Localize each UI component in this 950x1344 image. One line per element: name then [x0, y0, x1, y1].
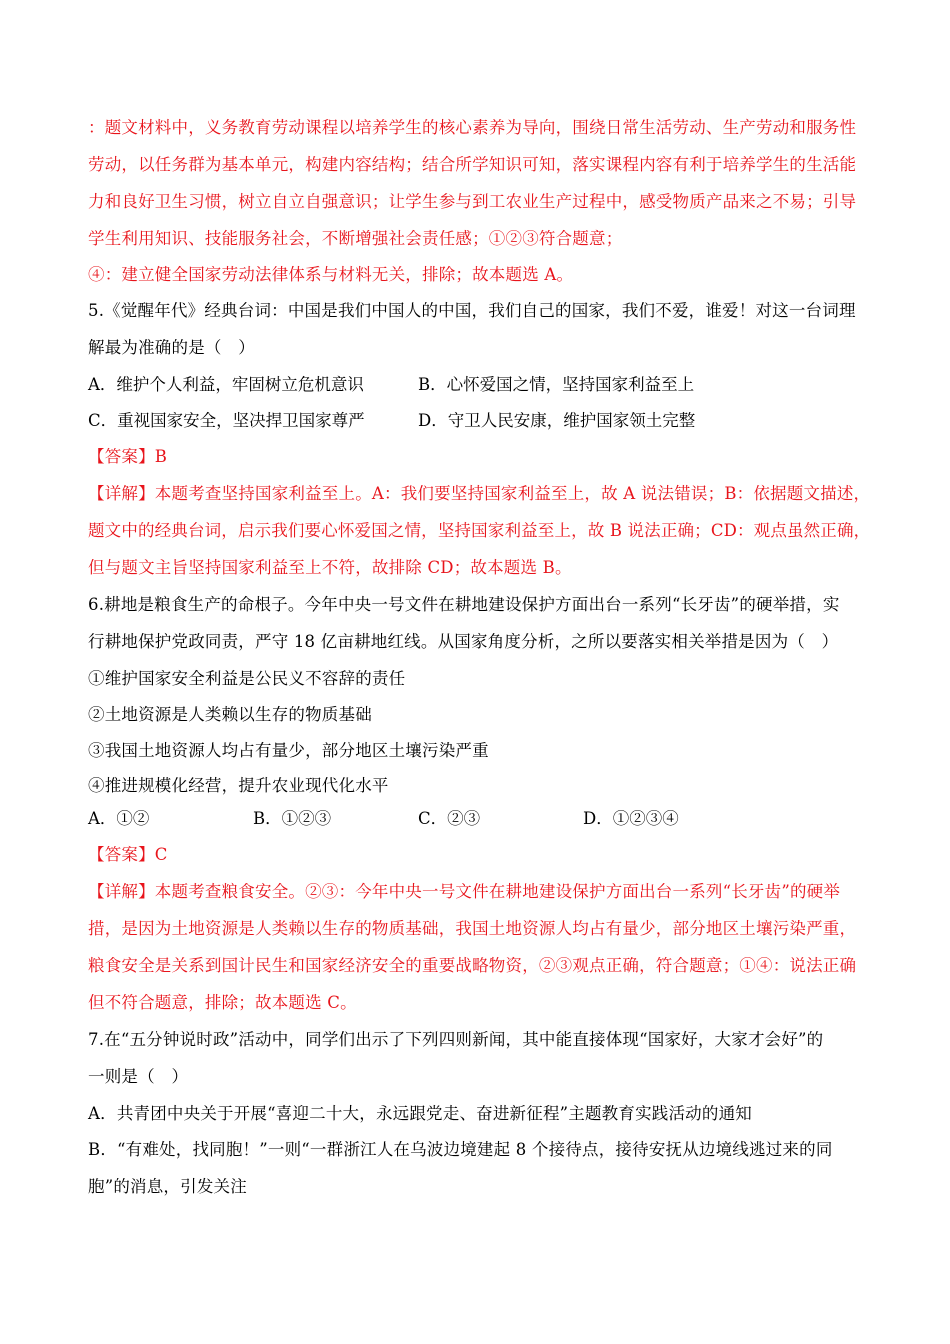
q6-answer: 【答案】C: [88, 845, 168, 864]
q4-explanation-line: ④：建立健全国家劳动法律体系与材料无关，排除；故本题选 A。: [88, 265, 574, 284]
q5-stem-line: 解最为准确的是（ ）: [88, 338, 255, 357]
q6-statement: ②土地资源是人类赖以生存的物质基础: [88, 705, 372, 724]
q4-explanation-line: ：题文材料中，义务教育劳动课程以培养学生的核心素养为导向，围绕日常生活劳动、生产劳动和服务性: [88, 118, 857, 137]
q5-option-b: B．心怀爱国之情，坚持国家利益至上: [418, 375, 695, 394]
q5-option-c: C．重视国家安全，坚决捍卫国家尊严: [88, 411, 365, 430]
q6-option-a: A．①②: [88, 809, 150, 828]
q7-stem-line: 一则是（ ）: [88, 1067, 189, 1086]
q6-option-b: B．①②③: [253, 809, 332, 828]
q7-option-b: B．“有难处，找同胞！”一则“一群浙江人在乌波边境建起 8 个接待点，接待安抚从边境线逃过来的同: [88, 1140, 833, 1159]
q6-statement: ①维护国家安全利益是公民义不容辞的责任: [88, 669, 406, 688]
q6-statement: ③我国土地资源人均占有量少，部分地区土壤污染严重: [88, 741, 489, 760]
q5-stem-line: 5.《觉醒年代》经典台词：中国是我们中国人的中国，我们自己的国家，我们不爱，谁爱！对这一台词理: [88, 301, 856, 320]
q5-explanation-line: 题文中的经典台词，启示我们要心怀爱国之情，坚持国家利益至上，故 B 说法正确；CD：观点虽然正确，: [88, 521, 871, 540]
q5-explanation-line: 但与题文主旨坚持国家利益至上不符，故排除 CD；故本题选 B。: [88, 558, 572, 577]
q6-explanation-line: 【详解】本题考查粮食安全。②③：今年中央一号文件在耕地建设保护方面出台一系列“长牙齿”的硬举: [88, 882, 841, 901]
q5-option-a: A．维护个人利益，牢固树立危机意识: [88, 375, 364, 394]
q5-answer: 【答案】B: [88, 447, 168, 466]
q4-explanation-line: 力和良好卫生习惯，树立自立自强意识；让学生参与到工农业生产过程中，感受物质产品来之不易；引导: [88, 192, 857, 211]
q7-stem-line: 7.在“五分钟说时政”活动中，同学们出示了下列四则新闻，其中能直接体现“国家好，大家才会好”的: [88, 1030, 824, 1049]
q7-option-a: A．共青团中央关于开展“喜迎二十大，永远跟党走、奋进新征程”主题教育实践活动的通知: [88, 1104, 752, 1123]
q6-option-c: C．②③: [418, 809, 481, 828]
q6-explanation-line: 粮食安全是关系到国计民生和国家经济安全的重要战略物资，②③观点正确，符合题意；①④：说法正确: [88, 956, 857, 975]
q6-explanation-line: 措，是因为土地资源是人类赖以生存的物质基础，我国土地资源人均占有量少，部分地区土壤污染严重，: [88, 919, 857, 938]
q5-explanation-line: 【详解】本题考查坚持国家利益至上。A：我们要坚持国家利益至上，故 A 说法错误；B：依据题文描述，: [88, 484, 871, 503]
q6-stem-line: 行耕地保护党政同责，严守 18 亿亩耕地红线。从国家角度分析，之所以要落实相关举措是因为（ ）: [88, 632, 839, 651]
q4-explanation-line: 劳动，以任务群为基本单元，构建内容结构；结合所学知识可知，落实课程内容有利于培养学生的生活能: [88, 155, 857, 174]
q7-option-b-continued: 胞”的消息，引发关注: [88, 1177, 247, 1196]
q6-statement: ④推进规模化经营，提升农业现代化水平: [88, 776, 389, 795]
q6-stem-line: 6.耕地是粮食生产的命根子。今年中央一号文件在耕地建设保护方面出台一系列“长牙齿”的硬举措，实: [88, 595, 840, 614]
q5-option-d: D．守卫人民安康，维护国家领土完整: [418, 411, 696, 430]
q6-explanation-line: 但不符合题意，排除；故本题选 C。: [88, 993, 357, 1012]
q4-explanation-line: 学生利用知识、技能服务社会，不断增强社会责任感；①②③符合题意；: [88, 229, 623, 248]
q6-option-d: D．①②③④: [583, 809, 679, 828]
